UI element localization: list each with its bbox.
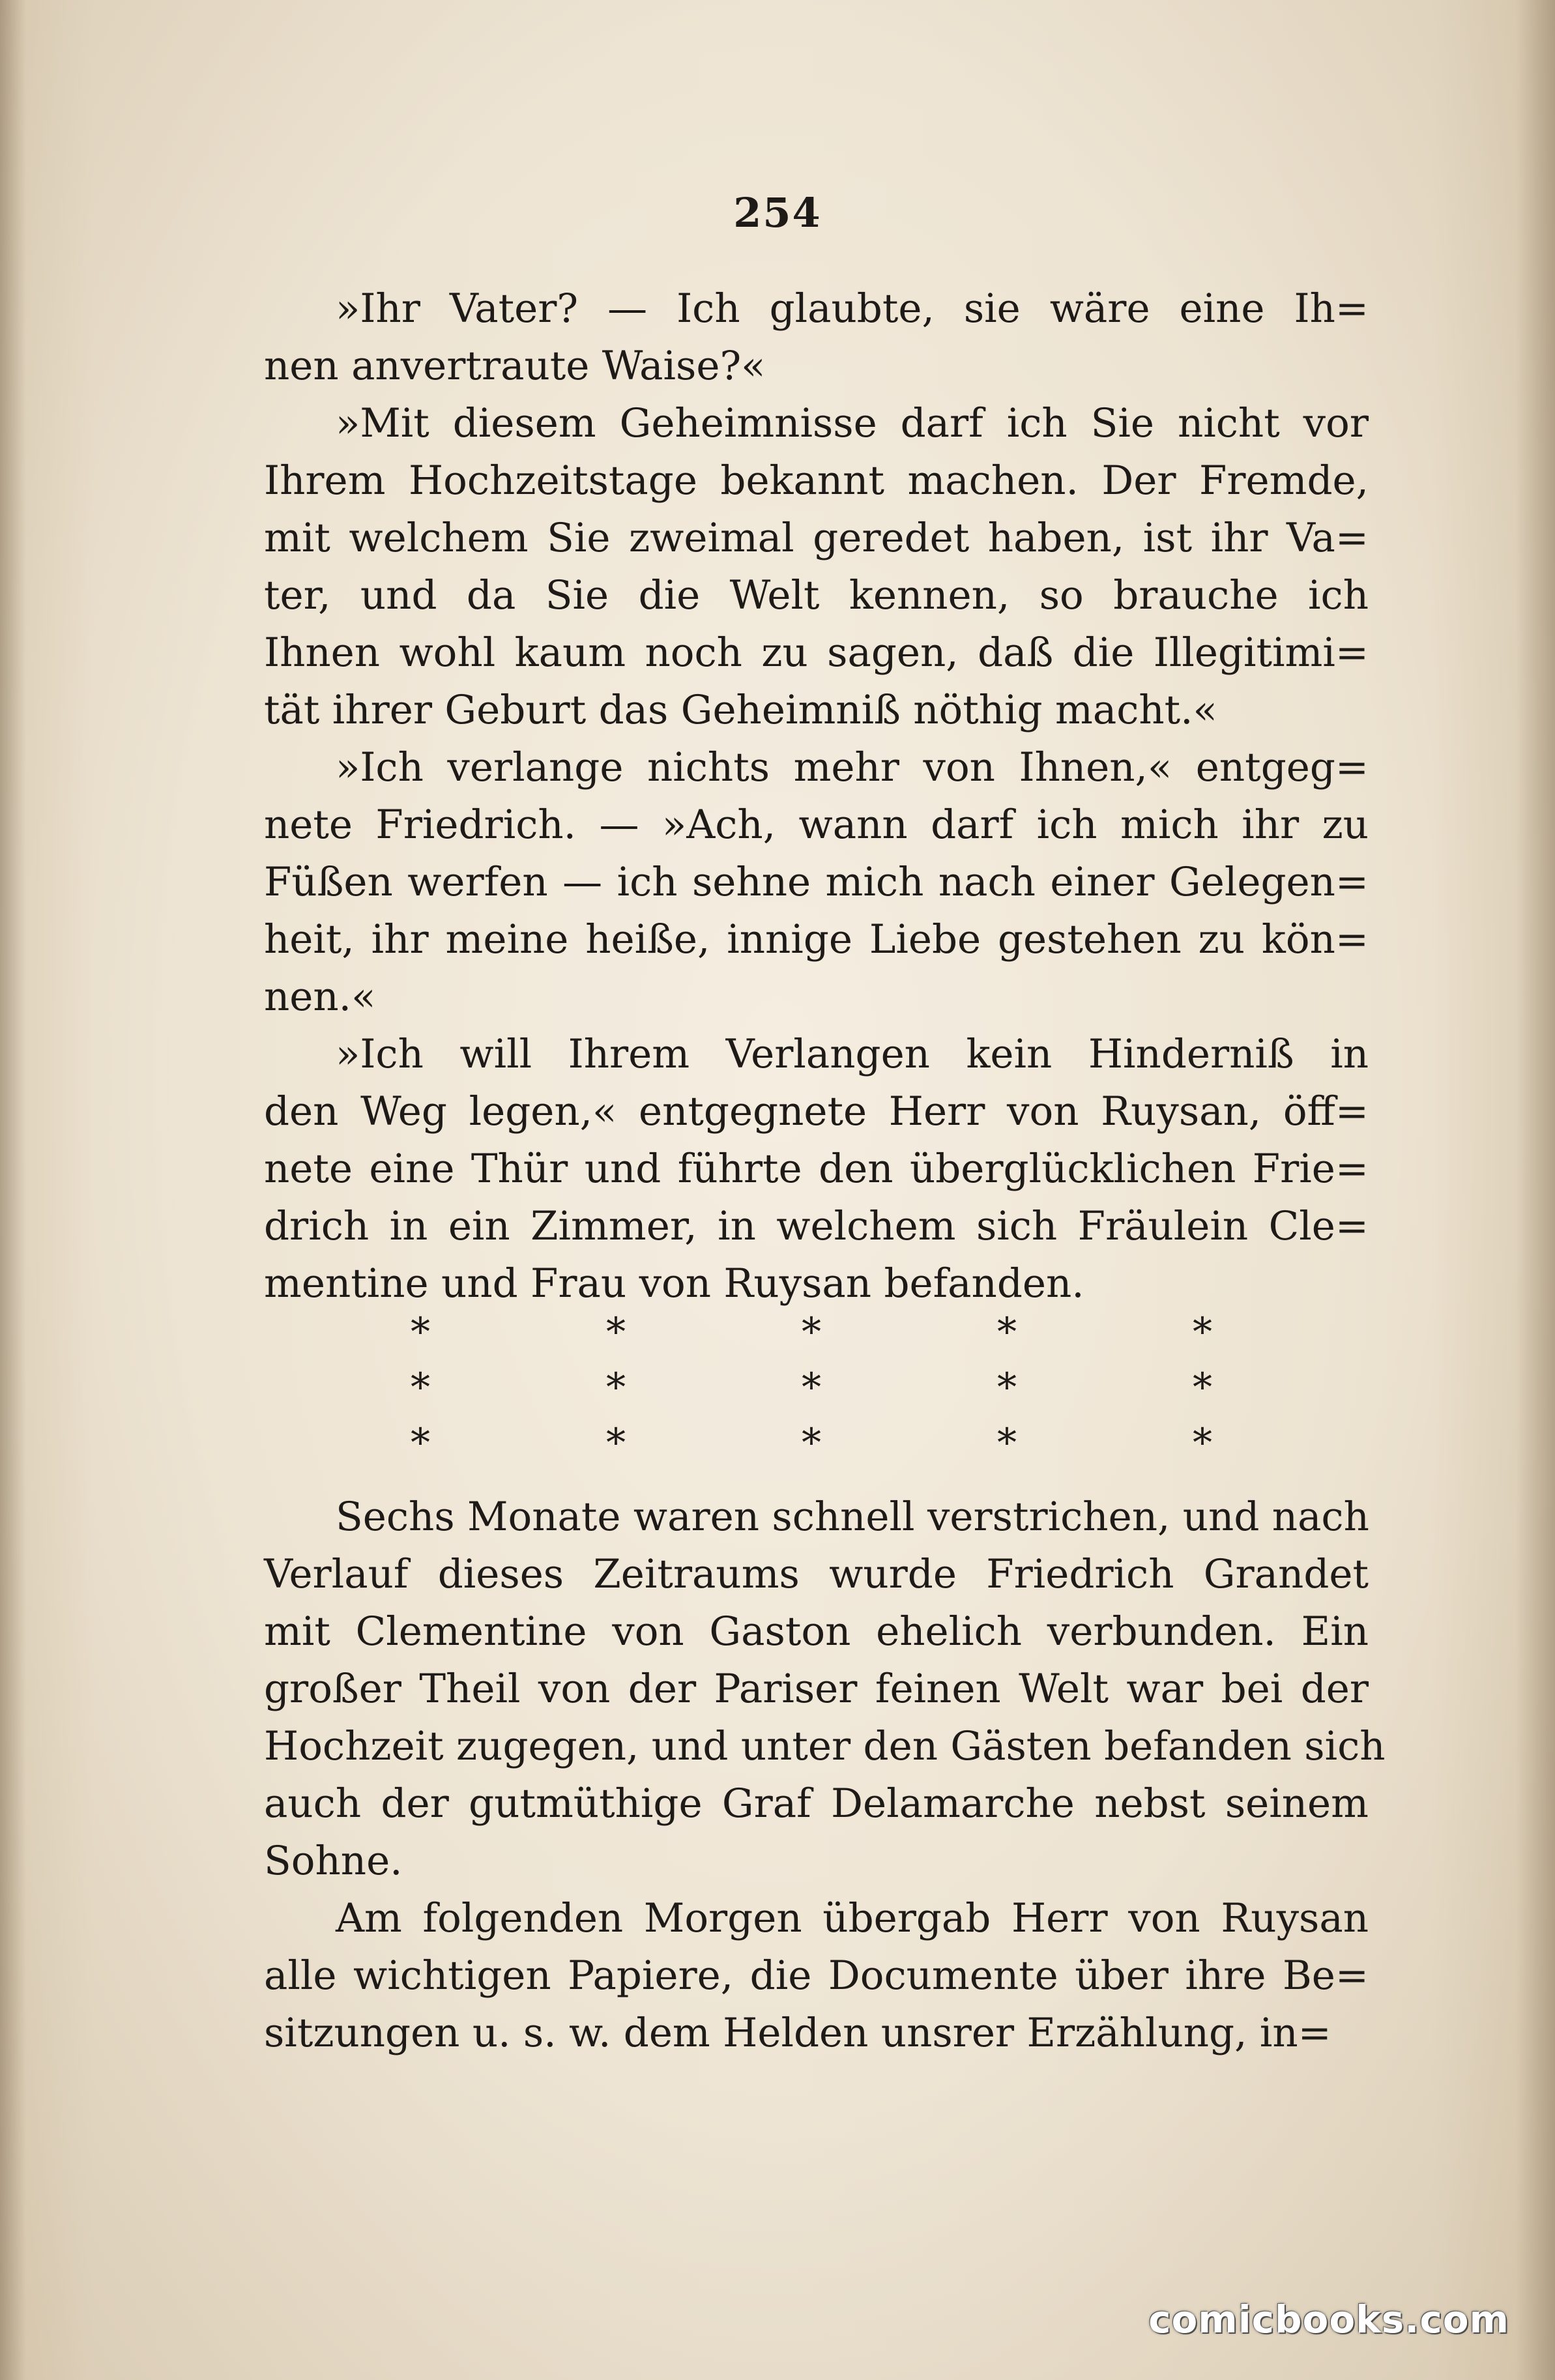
asterisk-row: [411, 1420, 1212, 1466]
paragraph: [264, 1488, 1386, 1890]
asterisk: *: [997, 1420, 1017, 1466]
text-line: tät ihrer Geburt das Geheimniß nöthig macht.«: [264, 687, 1217, 733]
asterisk: *: [1193, 1420, 1212, 1466]
text-line: Hochzeit zugegen, und unter den Gästen befanden sich: [264, 1723, 1386, 1769]
body-text: [264, 280, 1386, 2062]
asterisk: *: [802, 1420, 821, 1466]
paragraph: [264, 1026, 1369, 1313]
asterisk: *: [411, 1420, 430, 1466]
asterisk: *: [606, 1309, 626, 1355]
text-line: nen.«: [264, 974, 376, 1020]
text-line: Verlauf dieses Zeitraums wurde Friedrich Grandet: [264, 1551, 1369, 1597]
asterisk: *: [802, 1309, 821, 1355]
paragraph: [264, 395, 1369, 739]
asterisk: *: [802, 1365, 821, 1410]
asterisk: *: [1193, 1365, 1212, 1410]
asterisk: *: [997, 1365, 1017, 1410]
text-line: mit Clementine von Gaston ehelich verbunden. Ein: [264, 1608, 1369, 1655]
text-line: »Ich will Ihrem Verlangen kein Hinderniß in: [336, 1031, 1369, 1077]
text-line: Füßen werfen — ich sehne mich nach einer Gelegen=: [264, 859, 1369, 905]
text-line: mit welchem Sie zweimal geredet haben, ist ihr Va=: [264, 515, 1369, 561]
paragraph: [264, 280, 1369, 395]
watermark: comicbooks.com: [1148, 2297, 1509, 2342]
text-line: nete Friedrich. — »Ach, wann darf ich mich ihr zu: [264, 802, 1369, 848]
asterisk: *: [997, 1309, 1017, 1355]
text-line: auch der gutmüthige Graf Delamarche nebst seinem: [264, 1780, 1369, 1827]
text-line: »Ihr Vater? — Ich glaubte, sie wäre eine Ih=: [336, 285, 1369, 332]
paragraph: [264, 1890, 1369, 2062]
asterisk: *: [411, 1365, 430, 1410]
text-line: drich in ein Zimmer, in welchem sich Fräulein Cle=: [264, 1203, 1369, 1249]
text-line: »Mit diesem Geheimnisse darf ich Sie nicht vor: [336, 400, 1369, 446]
section-divider: [264, 1309, 1369, 1488]
text-line: »Ich verlange nichts mehr von Ihnen,« entgeg=: [336, 744, 1369, 791]
asterisk: *: [1193, 1309, 1212, 1355]
page-number: 254: [733, 189, 822, 237]
text-line: Sechs Monate waren schnell verstrichen, und nach: [336, 1494, 1369, 1540]
text-line: mentine und Frau von Ruysan befanden.: [264, 1260, 1084, 1307]
asterisk: *: [606, 1365, 626, 1410]
text-line: heit, ihr meine heiße, innige Liebe gestehen zu kön=: [264, 916, 1369, 963]
page-edge-shadow-right: [1516, 0, 1555, 2380]
asterisk: *: [411, 1309, 430, 1355]
text-line: Ihnen wohl kaum noch zu sagen, daß die Illegitimi=: [264, 630, 1369, 676]
text-line: den Weg legen,« entgegnete Herr von Ruysan, öff=: [264, 1088, 1369, 1135]
asterisk-row: [411, 1365, 1212, 1410]
text-line: nete eine Thür und führte den überglücklichen Frie=: [264, 1146, 1369, 1192]
text-line: nen anvertraute Waise?«: [264, 343, 766, 389]
asterisk-row: [411, 1309, 1212, 1355]
paragraph: [264, 739, 1369, 1026]
text-line: großer Theil von der Pariser feinen Welt war bei der: [264, 1666, 1369, 1712]
text-line: ter, und da Sie die Welt kennen, so brauche ich: [264, 572, 1369, 618]
text-line: alle wichtigen Papiere, die Documente über ihre Be=: [264, 1952, 1369, 1999]
page-edge-shadow-left: [0, 0, 26, 2380]
text-line: Ihrem Hochzeitstage bekannt machen. Der Fremde,: [264, 457, 1369, 504]
text-line: Am folgenden Morgen übergab Herr von Ruysan: [336, 1895, 1369, 1941]
asterisk: *: [606, 1420, 626, 1466]
text-line: Sohne.: [264, 1838, 403, 1884]
text-line: sitzungen u. s. w. dem Helden unsrer Erzählung, in=: [264, 2010, 1331, 2056]
